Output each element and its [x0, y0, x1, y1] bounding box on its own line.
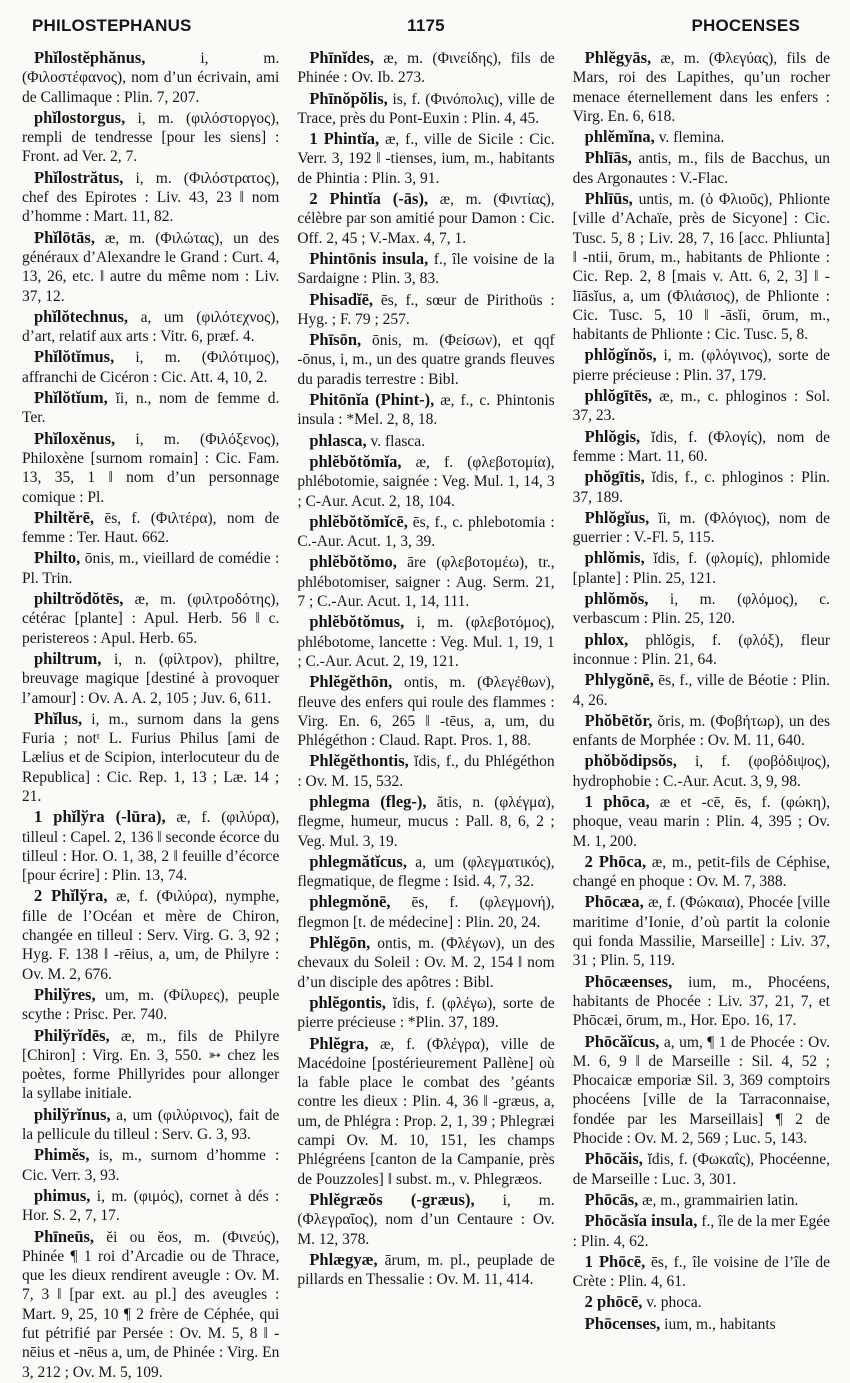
entry-definition: ēs, f., île voisine de l’île de Crète : Plin. 4, 61. [572, 1253, 830, 1291]
dictionary-entry [22, 388, 279, 428]
entry-definition: ĕi ou ĕos, m. (Φινεύς), Phinée ¶ 1 roi d’Arcadie ou de Thrace, que les dieux rendirent aveugle : Ov. M. 7, 3 ‖ [par ext. au pl.] des aveugles : Mart. 9, 25, 10 ¶ 2 frère de Céphée, qui fut pétrifié par Persée : Ov. M. 5, 8 ‖ -nēius et -nēus a, um, de Phinée : Virg. En 3, 212 ; Ov. M. 5, 109. [22, 1228, 280, 1381]
dictionary-entry [297, 612, 554, 671]
entry-headword: Phīnĭdes, [309, 48, 374, 67]
entry-definition: ĭdis, f. (φλέγω), sorte de pierre précieuse : *Plin. 37, 189. [297, 994, 555, 1032]
dictionary-entry [22, 589, 279, 648]
entry-definition: æ, m., petit-fils de Céphise, changé en phoque : Ov. M. 7, 388. [572, 853, 830, 891]
dictionary-entry [22, 347, 279, 387]
entry-definition: f., île voisine de la Sardaigne : Plin. 3, 83. [297, 250, 555, 288]
entry-headword: philtrum, [34, 648, 102, 668]
entry-definition: i, f. (φοβόδιψος), hydrophobie : C.-Aur. Acut. 3, 9, 98. [572, 753, 830, 790]
entry-definition: v. flasca. [370, 432, 426, 450]
entry-headword: Phōcăsĭa insula, [584, 1211, 698, 1231]
entry-headword: Phlĕgĕthontis, [309, 751, 409, 771]
entry-definition: i, m. (Φιλόξενος), Philoxène [surnom romain] : Cic. Fam. 13, 35, 1 ‖ nom d’un personnage comique : Pl. [22, 430, 280, 506]
entry-headword: Philўres, [34, 984, 96, 1004]
dictionary-entry [297, 552, 554, 611]
dictionary-entry [573, 345, 830, 385]
entry-headword: 2 Phōca, [584, 851, 647, 871]
dictionary-entry [297, 993, 554, 1033]
dictionary-entry [573, 148, 830, 188]
entry-headword: phŏbŏdipsŏs, [584, 751, 677, 771]
dictionary-entry [297, 1250, 554, 1290]
entry-definition: æ, m., fils de Philyre [Chiron] : Virg. En. 3, 550. ➳ chez les poètes, forme Phillyrides pour allonger la syllabe initiale. [22, 1027, 280, 1103]
entry-definition: i, m. (φλόγινος), sorte de pierre précieuse : Plin. 37, 179. [572, 347, 830, 384]
dictionary-entry [297, 751, 554, 791]
entry-headword: Phōcās, [584, 1189, 639, 1209]
entry-headword: 1 phĭlўra (-lūra), [34, 807, 166, 827]
entry-headword: Phlĕgōn, [309, 933, 371, 953]
dictionary-entry [573, 852, 830, 892]
dictionary-entry [573, 386, 830, 426]
entry-definition: i, m. (Φλεγραῖος), nom d’un Centaure : Ov. M. 12, 378. [297, 1191, 555, 1248]
entry-definition: ĭdis, f. (Φωκαΐς), Phocéenne, de Marseille : Luc. 3, 301. [572, 1151, 830, 1188]
running-header [22, 12, 830, 42]
dictionary-entry [573, 792, 830, 851]
entry-headword: phimus, [34, 1185, 91, 1205]
entry-headword: 1 Phōcē, [584, 1251, 646, 1271]
entry-headword: Phīnŏpŏlis, [309, 88, 388, 108]
entry-headword: philўrĭnus, [34, 1104, 111, 1124]
entry-headword: 1 phōca, [584, 791, 650, 811]
entry-headword: phĭlŏtechnus, [34, 306, 128, 326]
entry-definition: ēs, f. (Φιλτέρα), nom de femme : Ter. Haut. 662. [22, 509, 280, 547]
dictionary-entry [22, 307, 279, 347]
page-number: 1175 [407, 16, 445, 35]
entry-definition: um, m. (Φίλυρες), peuple scythe : Prisc. Per. 740. [22, 986, 280, 1024]
entry-definition: a, um, ¶ 1 de Phocée : Ov. M. 6, 9 ‖ de Marseille : Sil. 4, 52 ; Phocaicæ emporiæ Sil. 3, 369 comptoirs phocéens [ville de la Tarraconnaise, fondée par les Marseillais] ¶ 2 de Phocide : Ov. M. 2, 569 ; Luc. 5, 143. [572, 1033, 830, 1148]
entry-headword: Phōcăĭcus, [584, 1031, 660, 1051]
dictionary-entry [297, 390, 554, 430]
entry-headword: Phōcæenses, [584, 971, 673, 991]
dictionary-entry [573, 508, 830, 548]
dictionary-entry [297, 933, 554, 992]
entry-headword: phĭlostorgus, [34, 107, 126, 127]
entry-definition: i, m. (φιμός), cornet à dés : Hor. S. 2, 7, 17. [22, 1187, 280, 1225]
entry-headword: phlŏgītēs, [584, 386, 653, 406]
entry-headword: Philўrĭdēs, [34, 1025, 110, 1045]
entry-headword: phlĕgontis, [309, 992, 386, 1012]
entry-headword: 2 Phintĭa (-ās), [309, 189, 429, 209]
dictionary-entry [297, 129, 554, 188]
entry-headword: Phimĕs, [34, 1145, 90, 1165]
entry-definition: ēs, f., sœur de Pirithoüs : Hyg. ; F. 79 ; 257. [297, 291, 555, 328]
entry-definition: i, m., surnom dans la gens Furia ; notᵗ L. Furius Philus [ami de Lælius et de Scipion, interlocuteur du de Republica] : Cic. Rep. 1, 13 ; Læ. 14 ; 21. [22, 710, 280, 805]
entry-definition: phlŏgis, f. (φλόξ), fleur inconnue : Plin. 21, 64. [572, 631, 830, 668]
dictionary-entry [573, 711, 830, 751]
entry-definition: i, n. (φίλτρον), philtre, breuvage magique [destiné à provoquer l’amour] : Ov. A. A. 2, 105 ; Juv. 6, 611. [22, 650, 280, 707]
entry-headword: Phŏbētŏr, [584, 710, 653, 730]
entry-headword: Phlŏgĭus, [584, 507, 650, 527]
dictionary-entry [573, 1211, 830, 1251]
dictionary-entry [297, 792, 554, 851]
dictionary-entry [22, 508, 279, 548]
entry-definition: is, f. (Φινόπολις), ville de Trace, près du Pont-Euxin : Plin. 4, 45. [297, 90, 555, 127]
entry-headword: Phĭloxĕnus, [34, 428, 116, 448]
entry-headword: Phĭlostĕphănus, [34, 48, 146, 67]
dictionary-entry [22, 649, 279, 708]
entry-headword: Phlygŏnē, [584, 670, 654, 690]
entry-definition: æ, f., ville de Sicile : Cic. Verr. 3, 192 ‖ -tienses, ium, m., habitants de Phintia : Plin. 3, 91. [297, 131, 555, 187]
entry-definition: æ, m. (Φιντίας), célèbre par son amitié pour Damon : Cic. Off. 2, 45 ; V.-Max. 4, 7, 1. [297, 191, 555, 247]
column-2 [297, 48, 554, 1383]
entry-definition: i, m. (Φιλότιμος), affranchi de Cicéron : Cic. Att. 4, 10, 2. [22, 349, 280, 386]
entry-definition: ĭi, m. (Φλόγιος), nom de guerrier : V.-Fl. 5, 115. [572, 509, 830, 547]
dictionary-entry [22, 1145, 279, 1185]
entry-definition: āre (φλεβοτομέω), tr., phlébotomiser, saigner : Aug. Serm. 21, 7 ; C.-Aur. Acut. 1, 14, 111. [297, 554, 555, 611]
entry-headword: Phlŏgis, [584, 426, 641, 446]
entry-definition: æ, f. (Φιλύρα), nymphe, fille de l’Océan et mère de Chiron, changée en tilleul : Serv. Virg. G. 3, 92 ; Hyg. F. 138 ‖ -rēius, a, um, de Philyre : Ov. M. 2, 676. [22, 888, 280, 983]
columns [22, 48, 830, 1383]
entry-definition: i, m. (φλεβοτόμος), phlébotome, lancette : Veg. Mul. 1, 19, 1 ; C.-Aur. Acut. 2, 19, 121. [297, 614, 555, 670]
dictionary-entry [297, 89, 554, 129]
entry-headword: Phĭlŏtĭum, [34, 388, 108, 408]
entry-headword: phlegma (fleg-), [309, 791, 427, 811]
entry-headword: 2 phōcē, [584, 1292, 643, 1312]
entry-headword: phŏgītis, [584, 467, 645, 487]
dictionary-entry [573, 589, 830, 629]
dictionary-entry [573, 467, 830, 507]
dictionary-entry [22, 709, 279, 806]
entry-definition: ōnis, m. (Φείσων), et qqf -ōnus, i, m., un des quatre grands fleuves du paradis terrestre : Bibl. [297, 332, 555, 388]
dictionary-entry [573, 751, 830, 791]
entry-definition: æ, f. (Φλέγρα), ville de Macédoine [postérieurement Pallène] où la fable place le combat des ’géants contre les dieux : Plin. 4, 36 ‖ -græus, a, um, de Phlégra : Prop. 2, 1, 39 ; Phlegræi campi Ov. M. 10, 151, les champs Phlégréens [canton de la Campanie, près de Pouzzoles] ‖ subst. m., v. Phlegræos. [297, 1035, 555, 1188]
entry-headword: Phĭlŏtĭmus, [34, 347, 115, 367]
entry-headword: Phitōnĭa (Phint-), [309, 390, 435, 410]
entry-definition: æ, m., grammairien latin. [642, 1191, 799, 1209]
entry-definition: æ, m. (φιλτροδότης), cétérac [plante] : Apul. Herb. 56 ‖ c. peristereos : Apul. Herb. 65. [22, 591, 280, 647]
dictionary-entry [297, 431, 554, 451]
dictionary-entry [297, 512, 554, 552]
dictionary-entry [22, 548, 279, 588]
entry-headword: Phīsōn, [309, 330, 362, 350]
dictionary-entry [573, 1032, 830, 1149]
entry-headword: Phīneūs, [34, 1226, 95, 1246]
entry-definition: ătis, n. (φλέγμα), flegme, humeur, mucus : Pall. 8, 6, 2 ; Veg. Mul. 3, 19. [297, 793, 555, 850]
dictionary-entry [22, 807, 279, 885]
entry-definition: i, m. (Φιλόστρατος), chef des Epirotes : Liv. 43, 23 ‖ nom d’homme : Mart. 11, 82. [22, 169, 280, 226]
entry-headword: phlĕbŏtŏmĭcē, [309, 511, 408, 531]
entry-headword: phlĕbŏtŏmĭa, [309, 451, 402, 471]
entry-definition: i, m. (φλόμος), c. verbascum : Plin. 25, 120. [572, 591, 830, 628]
dictionary-entry [573, 1190, 830, 1210]
dictionary-entry [22, 985, 279, 1025]
entry-definition: v. phoca. [646, 1294, 702, 1312]
entry-headword: Phlīās, [584, 148, 632, 168]
entry-definition: ēs, f., c. phlebotomia : C.-Aur. Acut. 1, 3, 39. [297, 513, 555, 551]
header-left-guide-word: PHILOSTEPHANUS [32, 16, 192, 35]
dictionary-entry [573, 1149, 830, 1189]
entry-definition: v. flemina. [658, 129, 725, 147]
dictionary-entry [573, 892, 830, 970]
dictionary-entry [573, 548, 830, 588]
entry-headword: Phlĕgræŏs (-græus), [309, 1189, 475, 1209]
dictionary-entry [573, 1292, 830, 1312]
dictionary-entry [297, 892, 554, 932]
entry-headword: phlŏgĭnŏs, [584, 345, 657, 365]
dictionary-entry [22, 1227, 279, 1382]
entry-definition: ium, m., Phocéens, habitants de Phocée : Liv. 37, 21, 7, et Phōcæi, ōrum, m., Hor. Epo. 16, 17. [572, 973, 830, 1030]
entry-headword: Phlĕgyās, [584, 48, 652, 67]
entry-headword: Phlīūs, [584, 189, 633, 209]
entry-definition: æ et -cē, ēs, f. (φώκη), phoque, veau marin : Plin. 4, 395 ; Ov. M. 1, 200. [572, 793, 830, 850]
entry-definition: i, m. (φιλόστοργος), rempli de tendresse [pour les siens] : Front. ad Ver. 2, 7. [22, 109, 280, 166]
entry-headword: phlŏmis, [584, 548, 645, 568]
dictionary-entry [22, 1105, 279, 1145]
entry-headword: 2 Phĭlўra, [34, 886, 108, 906]
entry-definition: f., île de la mer Egée : Plin. 4, 62. [572, 1213, 830, 1250]
entry-headword: Phlĕgĕthōn, [309, 672, 393, 692]
entry-definition: a, um (φιλότεχνος), d’art, relatif aux arts : Vitr. 6, præf. 4. [22, 308, 280, 346]
entry-definition: ĭdis, f. (φλομίς), phlomide [plante] : Plin. 25, 121. [572, 550, 830, 587]
dictionary-entry [22, 1026, 279, 1104]
entry-headword: phlĕbŏtŏmo, [309, 552, 397, 572]
entry-definition: ēs, f. (φλεγμονή), flegmon [t. de médecine] : Plin. 20, 24. [297, 894, 555, 931]
entry-headword: Phisadĭē, [309, 289, 374, 309]
dictionary-entry [297, 672, 554, 750]
header-right-guide-word: PHOCENSES [691, 16, 800, 35]
entry-definition: ōnis, m., vieillard de comédie : Pl. Trin. [22, 550, 280, 587]
entry-definition: ium, m., habitants [664, 1315, 776, 1333]
dictionary-entry [573, 972, 830, 1031]
entry-definition: æ, m. (Φλεγύας), fils de Mars, roi des Lapithes, qu’un rocher menace éternellement dans les enfers : Virg. En. 6, 618. [572, 50, 830, 125]
dictionary-entry [573, 48, 830, 126]
dictionary-entry [297, 1190, 554, 1249]
dictionary-entry [22, 48, 279, 107]
entry-definition: ontis, m. (Φλεγέθων), fleuve des enfers qui roule des flammes : Virg. En. 6, 265 ‖ -tēus, a, um, du Phlégéthon : Claud. Rapt. Pros. 1, 88. [297, 674, 555, 750]
dictionary-entry [573, 630, 830, 670]
dictionary-entry [297, 48, 554, 88]
entry-definition: æ, f. (φιλύρα), tilleul : Capel. 2, 136 ‖ seconde écorce du tilleul : Hor. O. 1, 38, 2 ‖ feuille d’écorce [pour écrire] : Plin. 13, 74. [22, 809, 280, 885]
entry-definition: untis, m. (ὁ Φλιοῦς), Phlionte [ville d’Achaïe, près de Sicyone] : Cic. Tusc. 5, 8 ; Liv. 28, 7, 16 [acc. Phliunta] ‖ -ntii, ōrum, m., habitants de Phlionte : Cic. Rep. 2, 8 [mais v. Att. 6, 2, 3] ‖ -līāsĭus, a, um (Φλιάσιος), de Phlionte : Cic. Tusc. 5, 10 ‖ -āsĭi, ōrum, m., habitants de Phlionte : Cic. Tusc. 5, 8. [572, 191, 830, 344]
entry-definition: ĭdis, f. (Φλογίς), nom de femme : Mart. 11, 60. [572, 428, 830, 465]
dictionary-entry [297, 189, 554, 248]
dictionary-entry [22, 168, 279, 227]
column-3 [573, 48, 830, 1383]
entry-definition: æ, f. (φλεβοτομία), phlébotomie, saignée : Veg. Mul. 1, 14, 3 ; C-Aur. Acut. 2, 18, 104. [297, 453, 555, 510]
entry-headword: philtrŏdŏtēs, [34, 589, 124, 609]
entry-definition: æ, m. (Φιλώτας), un des généraux d’Alexandre le Grand : Curt. 4, 13, 26, etc. ‖ autre du même nom : Liv. 37, 12. [22, 229, 280, 305]
entry-definition: ĭdis, f., du Phlégéthon : Ov. M. 15, 532. [297, 753, 555, 790]
entry-definition: is, m., surnom d’homme : Cic. Verr. 3, 93. [22, 1147, 280, 1184]
entry-headword: Philto, [34, 548, 81, 568]
entry-definition: æ, f., c. Phintonis insula : *Mel. 2, 8, 18. [297, 392, 555, 429]
entry-headword: Phĭlōtās, [34, 227, 95, 247]
entry-headword: Phōcæa, [584, 892, 644, 912]
entry-definition: æ, f. (Φώκαια), Phocée [ville maritime d’Ionie, d’où partit la colonie qui fonda Massilie, Marseille] : Liv. 37, 31 ; Plin. 5, 119. [572, 894, 830, 970]
dictionary-entry [22, 228, 279, 306]
dictionary-entry [573, 670, 830, 710]
entry-definition: ĭdis, f., c. phloginos : Plin. 37, 189. [572, 469, 830, 506]
dictionary-entry [22, 886, 279, 983]
entry-definition: i, m. (Φιλοστέφανος), nom d’un écrivain, ami de Callimaque : Plin. 7, 207. [22, 50, 280, 106]
entry-definition: ĭi, n., nom de femme d. Ter. [22, 390, 280, 427]
entry-headword: phlŏmŏs, [584, 589, 649, 609]
entry-headword: Phĭlus, [34, 708, 83, 728]
entry-definition: ŏris, m. (Φοβήτωρ), un des enfants de Morphée : Ov. M. 11, 640. [572, 712, 830, 750]
dictionary-entry [573, 127, 830, 147]
dictionary-entry [573, 427, 830, 467]
entry-headword: Phlĕgra, [309, 1033, 369, 1053]
entry-definition: æ, m. (Φινείδης), fils de Phinée : Ov. Ib. 273. [297, 50, 555, 87]
dictionary-entry [297, 330, 554, 389]
entry-definition: a, um (φιλύρινος), fait de la pellicule du tilleul : Serv. G. 3, 93. [22, 1106, 280, 1144]
entry-headword: Phōcenses, [584, 1313, 661, 1333]
column-1 [22, 48, 279, 1383]
dictionary-entry [297, 249, 554, 289]
entry-headword: Phĭlostrătus, [34, 167, 124, 187]
dictionary-entry [297, 1034, 554, 1189]
entry-headword: phlĕmĭna, [584, 127, 655, 147]
dictionary-entry [22, 429, 279, 507]
entry-definition: ēs, f., ville de Béotie : Plin. 4, 26. [572, 672, 830, 709]
entry-headword: Philtĕrē, [34, 507, 95, 527]
entry-headword: phlegmătĭcus, [309, 851, 407, 871]
dictionary-entry [297, 852, 554, 892]
entry-headword: 1 Phintĭa, [309, 129, 380, 149]
entry-headword: Phōcăis, [584, 1149, 643, 1169]
dictionary-entry [297, 290, 554, 330]
entry-definition: ontis, m. (Φλέγων), un des chevaux du Soleil : Ov. M. 2, 154 ‖ nom d’un disciple des apôtres : Bibl. [297, 935, 555, 991]
dictionary-entry [573, 1314, 830, 1334]
dictionary-entry [297, 452, 554, 511]
entry-headword: phlegmŏnē, [309, 892, 391, 912]
entry-headword: phlasca, [309, 430, 367, 450]
entry-headword: phlox, [584, 629, 629, 649]
entry-headword: Phlægyæ, [309, 1249, 378, 1269]
entry-headword: Phintōnis insula, [309, 248, 429, 268]
dictionary-entry [22, 1186, 279, 1226]
entry-definition: a, um (φλεγματικός), flegmatique, de flegme : Isid. 4, 7, 32. [297, 853, 555, 891]
dictionary-entry [22, 108, 279, 167]
entry-definition: antis, m., fils de Bacchus, un des Argonautes : V.-Flac. [572, 150, 830, 187]
entry-definition: ārum, m. pl., peuplade de pillards en Thessalie : Ov. M. 11, 414. [297, 1251, 555, 1289]
entry-headword: phlĕbŏtŏmus, [309, 612, 405, 632]
dictionary-entry [573, 1252, 830, 1292]
dictionary-entry [573, 189, 830, 344]
entry-definition: æ, m., c. phloginos : Sol. 37, 23. [572, 388, 830, 425]
